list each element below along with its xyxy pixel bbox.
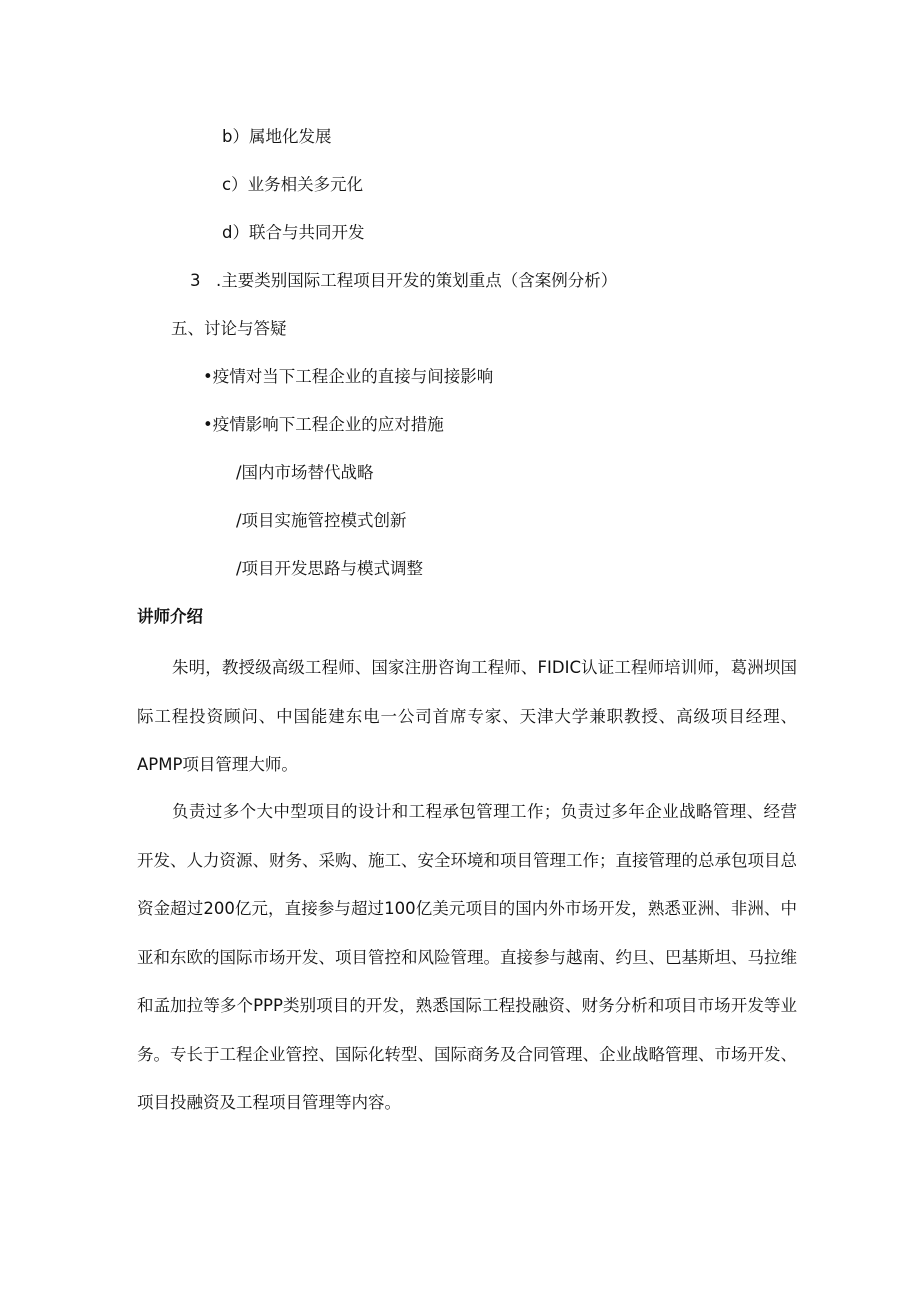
bullet-item: •疫情影响下工程企业的应对措施 (203, 415, 444, 434)
sub-item: /项目实施管控模式创新 (236, 511, 407, 530)
sub-item: /国内市场替代战略 (236, 463, 374, 482)
list-item-c: c）业务相关多元化 (222, 175, 364, 194)
sub-item: /项目开发思路与模式调整 (236, 559, 424, 578)
instructor-paragraph: 朱明，教授级高级工程师、国家注册咨询工程师、FIDIC认证工程师培训师，葛洲坝国际工程投资顾问、中国能建东电一公司首席专家、天津大学兼职教授、高级项目经理、APMP项目管理大师。 (137, 658, 797, 774)
list-item-3-text: .主要类别国际工程项目开发的策划重点（含案例分析） (216, 271, 618, 290)
list-item-b: b）属地化发展 (222, 127, 332, 146)
list-item-3-number: 3 (190, 271, 201, 290)
section-5-heading: 五、讨论与答疑 (171, 319, 287, 338)
instructor-paragraph: 负责过多个大中型项目的设计和工程承包管理工作；负责过多年企业战略管理、经营开发、人力资源、财务、采购、施工、安全环境和项目管理工作；直接管理的总承包项目总资金超过200亿元，直接参与超过100亿美元项目的国内外市场开发，熟悉亚洲、非洲、中亚和东欧的国际市场开发、项目管控和风险管理。直接参与越南、约旦、巴基斯坦、马拉维和孟加拉等多个PPP类别项目的开发，熟悉国际工程投融资、财务分析和项目市场开发等业务。专长于工程企业管控、国际化转型、国际商务及合同管理、企业战略管理、市场开发、项目投融资及工程项目管理等内容。 (137, 802, 797, 1112)
list-item-d: d）联合与共同开发 (222, 223, 365, 242)
bullet-item: •疫情对当下工程企业的直接与间接影响 (203, 367, 494, 386)
instructor-heading: 讲师介绍 (137, 607, 203, 626)
list-item-3 (190, 270, 617, 292)
